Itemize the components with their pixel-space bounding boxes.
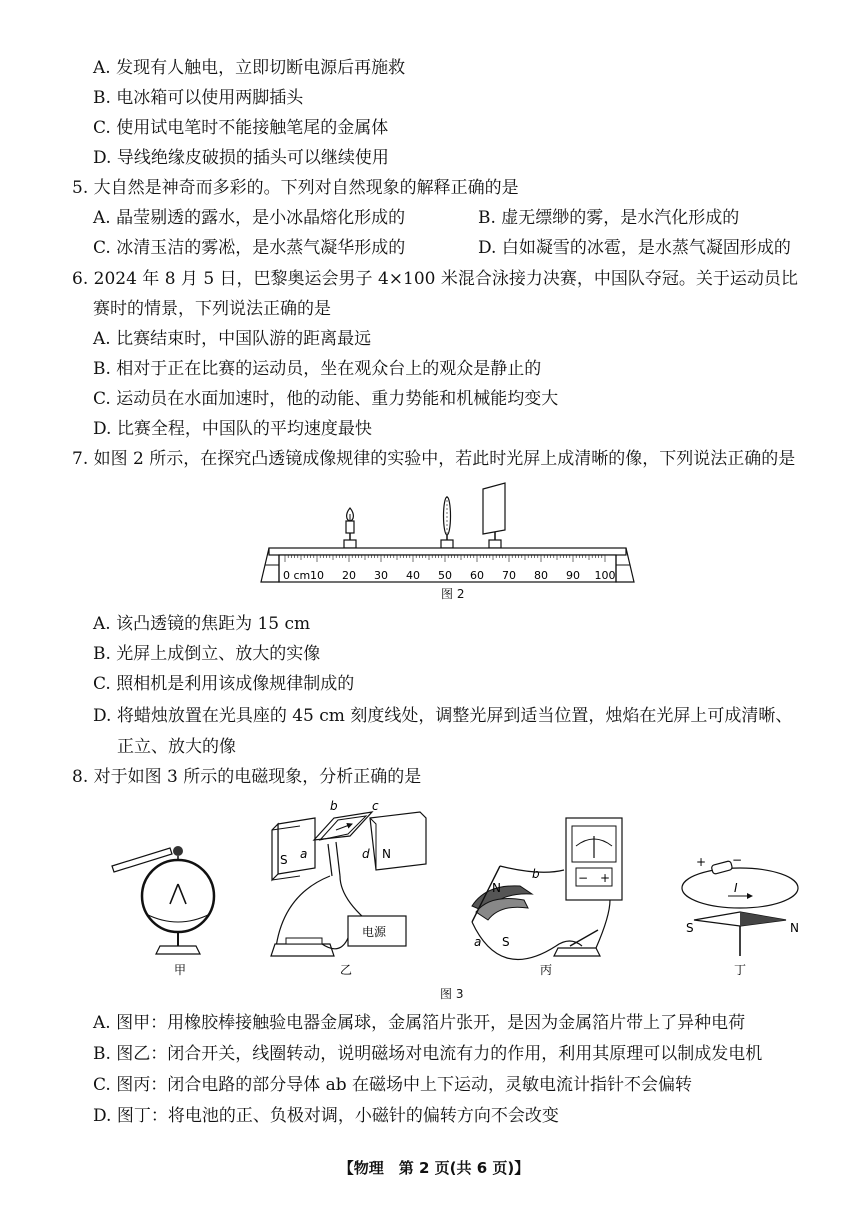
ruler-scale-label: 90 [566,569,580,582]
svg-text:S: S [686,921,694,935]
q6-option-c: C. 运动员在水面加速时，他的动能、重力势能和机械能均变大 [93,389,559,409]
ruler-scale-label: 40 [406,569,420,582]
candle [344,508,356,548]
q4-option-a: A. 发现有人触电，立即切断电源后再施救 [93,58,406,78]
q6-option-d: D. 比赛全程，中国队的平均速度最快 [93,419,372,439]
svg-text:N: N [790,921,799,935]
q7-option-b: B. 光屏上成倒立、放大的实像 [93,644,321,664]
figure-ding-oersted [682,853,799,977]
svg-text:I: I [734,881,738,895]
svg-text:b: b [532,867,540,881]
label-jia: 甲 [174,963,187,977]
light-screen [483,483,505,548]
q6-option-a: A. 比赛结束时，中国队游的距离最远 [93,329,372,349]
q5-option-a: A. 晶莹剔透的露水，是小冰晶熔化形成的 [93,208,406,228]
q8-option-b: B. 图乙：闭合开关，线圈转动，说明磁场对电流有力的作用，利用其原理可以制成发电机 [93,1044,763,1064]
ruler-scale-label: 100 [594,569,616,582]
q8-option-c: C. 图丙：闭合电路的部分导体 ab 在磁场中上下运动，灵敏电流计指针不会偏转 [93,1075,693,1095]
svg-text:b: b [330,799,338,813]
q8-stem: 8. 对于如图 3 所示的电磁现象，分析正确的是 [72,767,422,787]
figure-3-electromagnetism [100,796,810,1002]
label-yi-S: S [280,853,288,867]
q6-stem-line1: 6. 2024 年 8 月 5 日，巴黎奥运会男子 4×100 米混合泳接力决赛，中国队夺冠。关于运动员比 [72,269,798,289]
ruler-scale-label: 50 [438,569,452,582]
ruler-scale-label: 20 [342,569,356,582]
q6-option-b: B. 相对于正在比赛的运动员，坐在观众台上的观众是静止的 [93,359,542,379]
svg-text:a: a [300,847,308,861]
q8-option-d: D. 图丁：将电池的正、负极对调，小磁针的偏转方向不会改变 [93,1106,559,1126]
label-yi-N: N [382,847,391,861]
convex-lens [441,496,453,548]
figure-2-optical-bench [255,476,640,586]
figure-3-caption: 图 3 [440,987,464,1001]
q7-option-d-line2: 正立、放大的像 [117,737,236,757]
q5-option-d: D. 白如凝雪的冰雹，是水蒸气凝固形成的 [478,238,791,258]
svg-text:+: + [696,855,707,869]
q5-stem: 5. 大自然是神奇而多彩的。下列对自然现象的解释正确的是 [72,178,519,198]
q7-option-c: C. 照相机是利用该成像规律制成的 [93,674,355,694]
svg-text:S: S [502,935,510,949]
q4-option-b: B. 电冰箱可以使用两脚插头 [93,88,304,108]
ruler-scale-label: 0 cm [283,569,311,582]
q4-option-c: C. 使用试电笔时不能接触笔尾的金属体 [93,118,389,138]
q5-option-c: C. 冰清玉洁的雾凇，是水蒸气凝华形成的 [93,238,406,258]
label-power: 电源 [362,925,387,939]
figure-yi-motor [271,799,426,977]
page-footer: 【物理 第 2 页(共 6 页)】 [338,1159,530,1177]
q5-option-b: B. 虚无缥缈的雾，是水汽化形成的 [478,208,740,228]
ruler-scale-label: 60 [470,569,484,582]
figure-bing-induction [472,818,622,977]
svg-text:−: − [732,853,743,867]
svg-text:c: c [372,799,379,813]
q4-option-d: D. 导线绝缘皮破损的插头可以继续使用 [93,148,389,168]
ruler-scale-label: 80 [534,569,548,582]
svg-text:−: − [578,871,589,885]
ruler-scale-label: 30 [374,569,388,582]
figure-2-caption: 图 2 [441,587,465,601]
q7-option-a: A. 该凸透镜的焦距为 15 cm [93,614,311,634]
ruler-scale-label: 10 [310,569,324,582]
q6-stem-line2: 赛时的情景，下列说法正确的是 [93,299,331,319]
label-ding: 丁 [734,963,747,977]
ruler-scale-label: 70 [502,569,516,582]
label-yi: 乙 [340,963,353,977]
figure-jia-electroscope [112,846,214,977]
q8-option-a: A. 图甲：用橡胶棒接触验电器金属球，金属箔片张开，是因为金属箔片带上了异种电荷 [93,1013,746,1033]
svg-text:a: a [474,935,482,949]
svg-text:+: + [600,871,611,885]
label-bing: 丙 [540,963,553,977]
q7-option-d-line1: D. 将蜡烛放置在光具座的 45 cm 刻度线处，调整光屏到适当位置，烛焰在光屏上可成清晰、 [93,706,793,726]
svg-text:d: d [362,847,370,861]
q7-stem: 7. 如图 2 所示，在探究凸透镜成像规律的实验中，若此时光屏上成清晰的像，下列说法正确的是 [72,449,796,469]
svg-text:N: N [492,881,501,895]
